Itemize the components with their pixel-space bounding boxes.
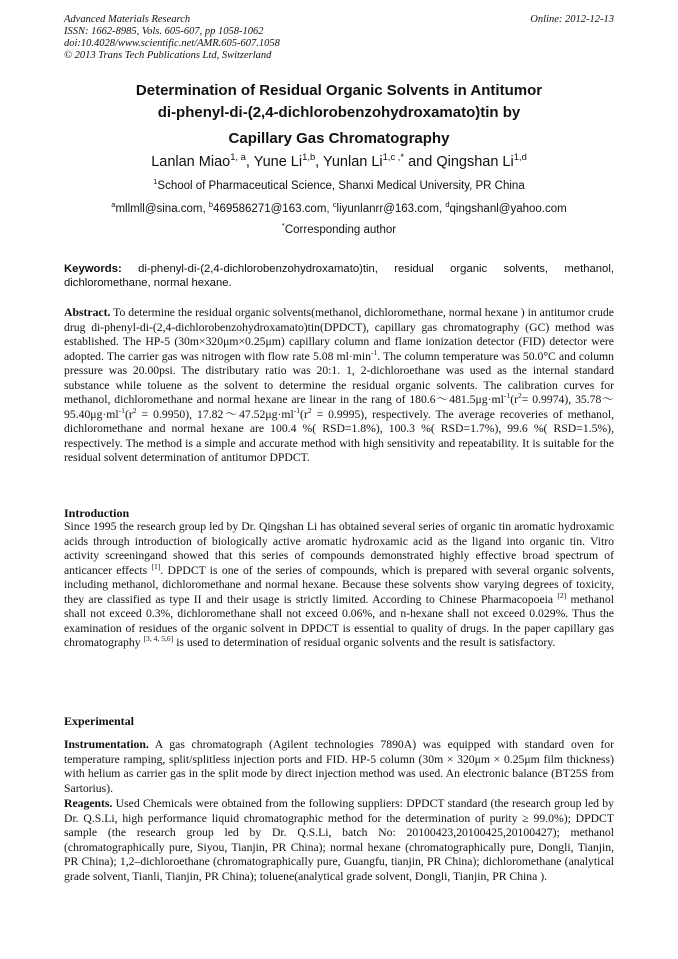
abstract-text: = 0.9974), 35.78～95.40μg·ml <box>64 393 614 421</box>
email-c-mark: c <box>332 200 337 210</box>
author-separator: , <box>315 154 323 170</box>
introduction-heading: Introduction <box>64 506 130 520</box>
intro-text: methanol shall not exceed 0.3%, dichloromethane shall not exceed 0.06%, and n-hexane shall not exceed 0.029%. Thus the examination of residues of the organic solvent in DPDCT is essential to quality of drugs. In the paper capillary gas chromatography <box>64 592 614 649</box>
abstract-text: = 0.9950), 17.82～47.52μg·ml <box>136 407 294 421</box>
author-list <box>64 151 614 170</box>
author-emails <box>64 200 614 215</box>
author-2-affil: 1,b <box>302 151 316 163</box>
email-d: qingshanl@yahoo.com <box>449 203 567 215</box>
reagents-label: Reagents. <box>64 797 113 810</box>
citation-ref: [3, 4, 5,6] <box>143 634 174 644</box>
superscript: -1 <box>503 391 511 401</box>
superscript: -1 <box>293 405 301 415</box>
affiliation <box>64 177 614 192</box>
affiliation-text: School of Pharmaceutical Science, Shanxi Medical University, PR China <box>157 180 525 192</box>
email-a: mllmll@sina.com, <box>115 203 209 215</box>
abstract-text: (r <box>300 407 308 421</box>
instrumentation-paragraph <box>64 738 614 796</box>
journal-header <box>64 14 280 62</box>
email-b-mark: b <box>208 200 214 210</box>
keywords-text: di-phenyl-di-(2,4-dichlorobenzohydroxamato)tin, residual organic solvents, methanol, dichloromethane, normal hexane. <box>64 263 614 289</box>
instrumentation-text: A gas chromatograph (Agilent technologies 7890A) was equipped with standard oven for temperature ramping, split/splitless injection ports and FID. HP-5 column (30m × 320μm × 0.25μm film thickness) with helium as carrier gas in the split mode by direct injection method was used. An electronic balance (BT25S from Sartorius). <box>64 738 614 795</box>
author-3: Yunlan Li <box>322 154 383 170</box>
corresponding-author <box>64 221 614 236</box>
journal-name: Advanced Materials Research <box>64 14 191 25</box>
journal-issn: ISSN: 1662-8985, Vols. 605-607, pp 1058-1062 <box>64 26 264 37</box>
abstract-text: (r <box>124 407 133 421</box>
abstract-label: Abstract. <box>64 306 111 319</box>
email-a-mark: a <box>111 200 116 210</box>
abstract-text: To determine the residual organic solvents(methanol, dichloromethane, normal hexane ) in antitumor crude drug di-phenyl-di-(2,4-dichlorobenzohydroxamato)tin(DPDCT), capillary gas chromatography (GC) method was established. The HP-5 (30m×320μm×0.25μm) capillary column and flame ionization detector (FID) detector were adopted. The carrier gas was nitrogen with flow rate 5.08 ml·min <box>64 306 614 363</box>
superscript: 2 <box>132 405 137 415</box>
keywords-label: Keywords: <box>64 263 122 275</box>
reagents-text: Used Chemicals were obtained from the following suppliers: DPDCT standard (the research group led by Dr. Q.S.Li, high performance liquid chromatographic method for the determination of purity ≥ 99.0%); DPDCT sample (the research group led by Dr. Q.S.Li, batch No: 20100423,20100425,20100427); methanol (chromatographically pure, Siyou, Tianjin, PR China); normal hexane (chromatographically pure, Dongli, Tianjin, PR China); 1,2–dichloroethane (chromatographically pure, Guangfu, tianjin, PR China); dichloromethane (analytical grade solvent, Tianli, Tianjin, PR China); toluene(analytical grade solvent, Dongli, Tianjin, PR China ). <box>64 797 614 883</box>
author-separator: , <box>245 154 254 170</box>
abstract-text: = 0.9995), respectively. The average recoveries of methanol, dichloromethane and normal hexane are 100.4 %( RSD=1.8%), 100.3 %( RSD=1.7%), 99.6 %( RSD=1.5%), respectively. The method is a simple and accurate method with high sensitivity and repeatability. It is suitable for the residual solvent determination of antitumor DPDCT. <box>64 407 614 464</box>
journal-doi: doi:10.4028/www.scientific.net/AMR.605-607.1058 <box>64 38 280 49</box>
superscript: 2 <box>307 405 312 415</box>
intro-text: Since 1995 the research group led by Dr. Qingshan Li has obtained several series of organic tin aromatic hydroxamic acids through introduction of biologically active aromatic hydroxamic acid as the ligand into organic tin. Vitro activity screeningand showed that this series of compounds demonstrated highly effective broad spectrum of anticancer effects <box>64 520 614 577</box>
email-d-mark: d <box>445 200 450 210</box>
corresponding-text: Corresponding author <box>284 224 397 236</box>
citation-ref: [2] <box>557 590 567 600</box>
online-date: Online: 2012-12-13 <box>530 14 614 25</box>
intro-text: . DPDCT is one of the series of compounds, which is prepared with several organic solvents, including methanol, dichloromethane and normal hexane. Because these solvents show varying degrees of toxicity, they are classified as type II and their usage is strictly limited. According to Chinese Pharmacopoeia <box>64 563 614 606</box>
author-3-affil: 1,c ,* <box>382 151 405 163</box>
superscript: -1 <box>370 347 378 357</box>
abstract-text: (r <box>510 393 518 406</box>
keywords <box>64 262 614 290</box>
intro-text: is used to determination of residual organic solvents and the result is satisfactory. <box>173 636 556 649</box>
title-line-1: Determination of Residual Organic Solvents in Antitumor <box>135 82 543 99</box>
superscript: 2 <box>517 391 522 401</box>
author-separator: and <box>404 154 437 170</box>
author-4: Qingshan Li <box>436 154 514 170</box>
abstract <box>64 306 614 466</box>
title-line-3: Capillary Gas Chromatography <box>228 130 450 147</box>
experimental-heading: Experimental <box>64 714 134 728</box>
journal-copyright: © 2013 Trans Tech Publications Ltd, Switzerland <box>64 50 272 61</box>
reagents-paragraph <box>64 797 614 884</box>
author-2: Yune Li <box>253 154 303 170</box>
citation-ref: [1] <box>151 561 161 571</box>
corresponding-mark: * <box>281 221 285 231</box>
author-4-affil: 1,d <box>513 151 527 163</box>
superscript: -1 <box>118 405 125 415</box>
email-c: liyunlanrr@163.com, <box>336 203 446 215</box>
abstract-text: . The column temperature was 50.0°C and column pressure was 20.00psi. The distributary ratio was 20:1. 1, 2-dichloroethane was used as the internal standard substance while toluene as the solvent to determine the residual organic solvents. The calibration curves for methanol, dichloromethane and normal hexane are linear in the rang of 180.6～481.5μg·ml <box>64 349 614 406</box>
affiliation-number: 1 <box>153 177 158 187</box>
instrumentation-label: Instrumentation. <box>64 738 149 751</box>
paper-title <box>64 80 614 150</box>
title-line-2: di-phenyl-di-(2,4-dichlorobenzohydroxamato)tin by <box>157 104 521 121</box>
introduction-body <box>64 520 614 651</box>
email-b: 469586271@163.com, <box>213 203 333 215</box>
author-1: Lanlan Miao <box>151 154 231 170</box>
author-1-affil: 1, a <box>230 151 246 163</box>
